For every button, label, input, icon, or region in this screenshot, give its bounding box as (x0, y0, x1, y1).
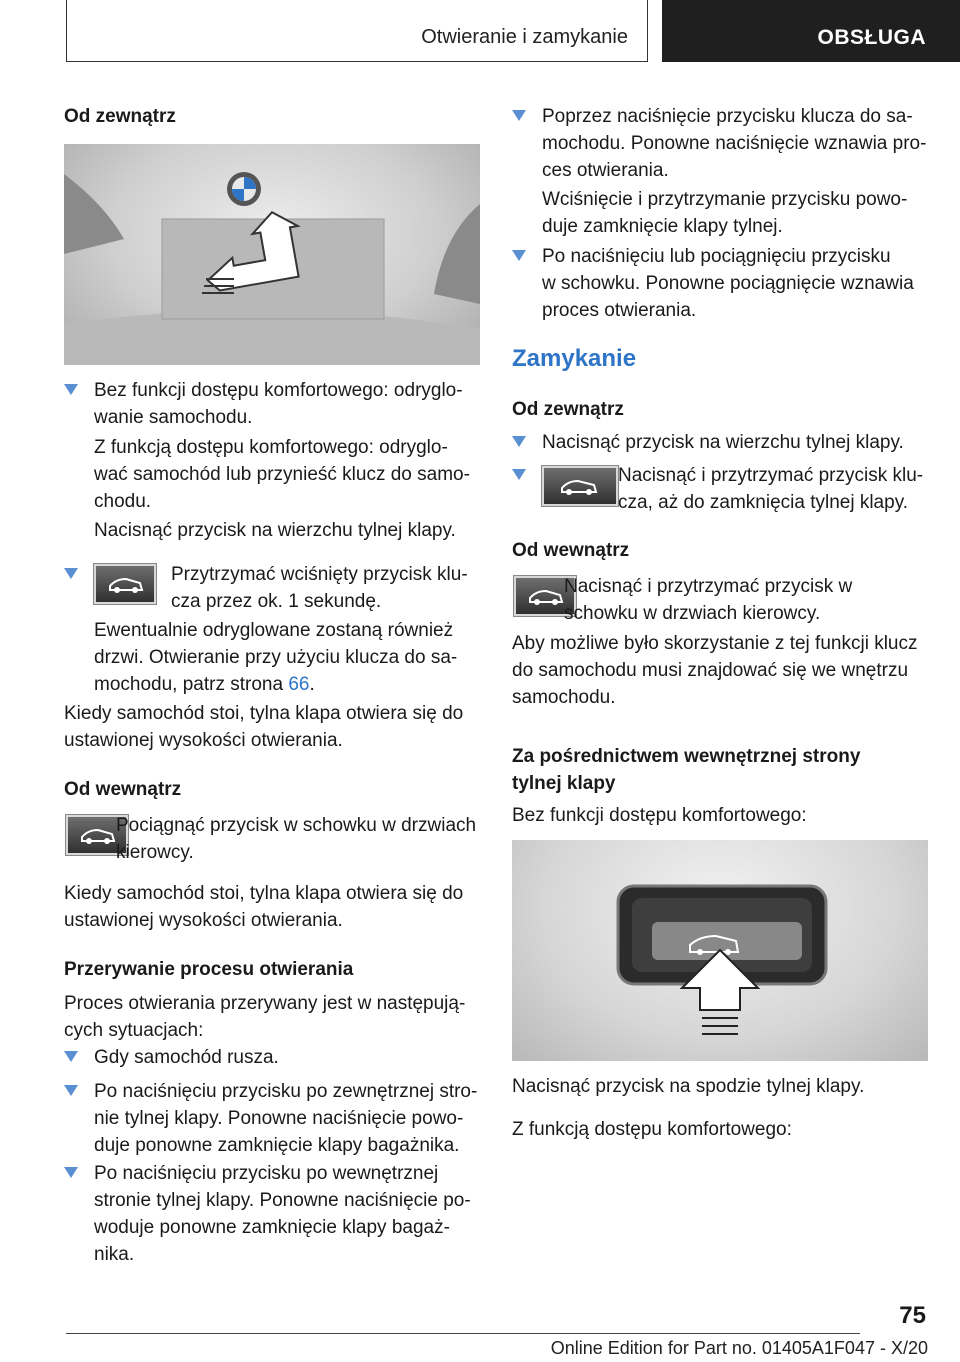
paragraph: Nacisnąć i przytrzymać przycisk w schowku w drzwiach kierowcy. (564, 576, 853, 624)
footer-divider (66, 1333, 860, 1334)
list-item: Poprzez naciśnięcie przycisku klucza do sa- mochodu. Ponowne naciśnięcie wznawia pro- ces otwierania. (512, 103, 930, 184)
heading-outside: Od zewnątrz (64, 106, 176, 127)
heading-interrupt: Przerywanie procesu otwierania (64, 959, 354, 980)
footer-edition: Online Edition for Part no. 01405A1F047 - X/20 (550, 1338, 928, 1358)
list-item: Nacisnąć przycisk na wierzchu tylnej klapy. (512, 429, 930, 456)
triangle-bullet-icon (512, 250, 526, 261)
paragraph: Z funkcją dostępu komfortowego: (512, 1119, 792, 1140)
triangle-bullet-icon (64, 1085, 78, 1096)
heading-inside: Od wewnątrz (512, 540, 630, 561)
heading-inner: Za pośrednictwem wewnętrznej strony tylnej klapy (512, 746, 861, 794)
trunk-lid-illustration (64, 144, 480, 365)
paragraph: Nacisnąć przycisk na spodzie tylnej klapy. (512, 1076, 865, 1097)
triangle-bullet-icon (64, 1167, 78, 1178)
triangle-bullet-icon (64, 1051, 78, 1062)
triangle-bullet-icon (512, 469, 526, 480)
page-link[interactable]: 66 (288, 674, 310, 695)
header-chapter-title: OBSŁUGA (662, 0, 960, 62)
list-item: Po naciśnięciu przycisku po wewnętrznej stronie tylnej klapy. Ponowne naciśnięcie po- woduje ponowne zamknięcie klapy bagaż- nika. (64, 1160, 480, 1268)
paragraph: Kiedy samochód stoi, tylna klapa otwiera się do ustawionej wysokości otwierania. (64, 883, 464, 931)
list-item: Po naciśnięciu przycisku po zewnętrznej stro- nie tylnej klapy. Ponowne naciśnięcie powo- duje ponowne zamknięcie klapy bagażnika. (64, 1078, 480, 1159)
key-trunk-button-icon (542, 466, 618, 506)
triangle-bullet-icon (64, 384, 78, 395)
list-item: Gdy samochód rusza. (64, 1044, 480, 1071)
paragraph: Aby możliwe było skorzystanie z tej funkcji klucz do samochodu musi znajdować się we wnętrzu samochodu. (512, 633, 918, 708)
paragraph: Wciśnięcie i przytrzymanie przycisku powo- duje zamknięcie klapy tylnej. (542, 189, 908, 237)
paragraph: Proces otwierania przerywany jest w następują- cych sytuacjach: (64, 993, 466, 1041)
paragraph: Nacisnąć i przytrzymać przycisk klu- cza, aż do zamknięcia tylnej klapy. (618, 465, 924, 513)
paragraph: Ewentualnie odryglowane zostaną również drzwi. Otwieranie przy użyciu klucza do sa- mochodu, patrz strona 66. (94, 620, 458, 695)
trunk-lid-photo (64, 144, 480, 365)
paragraph: Z funkcją dostępu komfortowego: odryglo- wać samochód lub przynieść klucz do samo- chodu. (94, 437, 470, 512)
trunk-button-photo (512, 840, 928, 1061)
triangle-bullet-icon (512, 110, 526, 121)
paragraph: Kiedy samochód stoi, tylna klapa otwiera się do ustawionej wysokości otwierania. (64, 703, 464, 751)
paragraph: Przytrzymać wciśnięty przycisk klu- cza przez ok. 1 sekundę. (171, 564, 468, 612)
heading-outside: Od zewnątrz (512, 399, 624, 420)
trunk-button-illustration (512, 840, 928, 1061)
page-number: 75 (899, 1302, 926, 1329)
paragraph: Bez funkcji dostępu komfortowego: (512, 805, 807, 826)
triangle-bullet-icon (64, 568, 78, 579)
heading-close: Zamykanie (512, 345, 637, 372)
triangle-bullet-icon (512, 436, 526, 447)
list-item: Bez funkcji dostępu komfortowego: odryglo- wanie samochodu. (64, 377, 480, 431)
list-item: Po naciśnięciu lub pociągnięciu przycisku w schowku. Ponowne pociągnięcie wznawia proces otwierania. (512, 243, 930, 324)
paragraph: Nacisnąć przycisk na wierzchu tylnej klapy. (94, 520, 456, 541)
key-trunk-button-icon (94, 564, 156, 604)
header-section-title: Otwieranie i zamykanie (421, 26, 628, 48)
heading-inside: Od wewnątrz (64, 779, 182, 800)
paragraph: Pociągnąć przycisk w schowku w drzwiach kierowcy. (116, 815, 477, 863)
